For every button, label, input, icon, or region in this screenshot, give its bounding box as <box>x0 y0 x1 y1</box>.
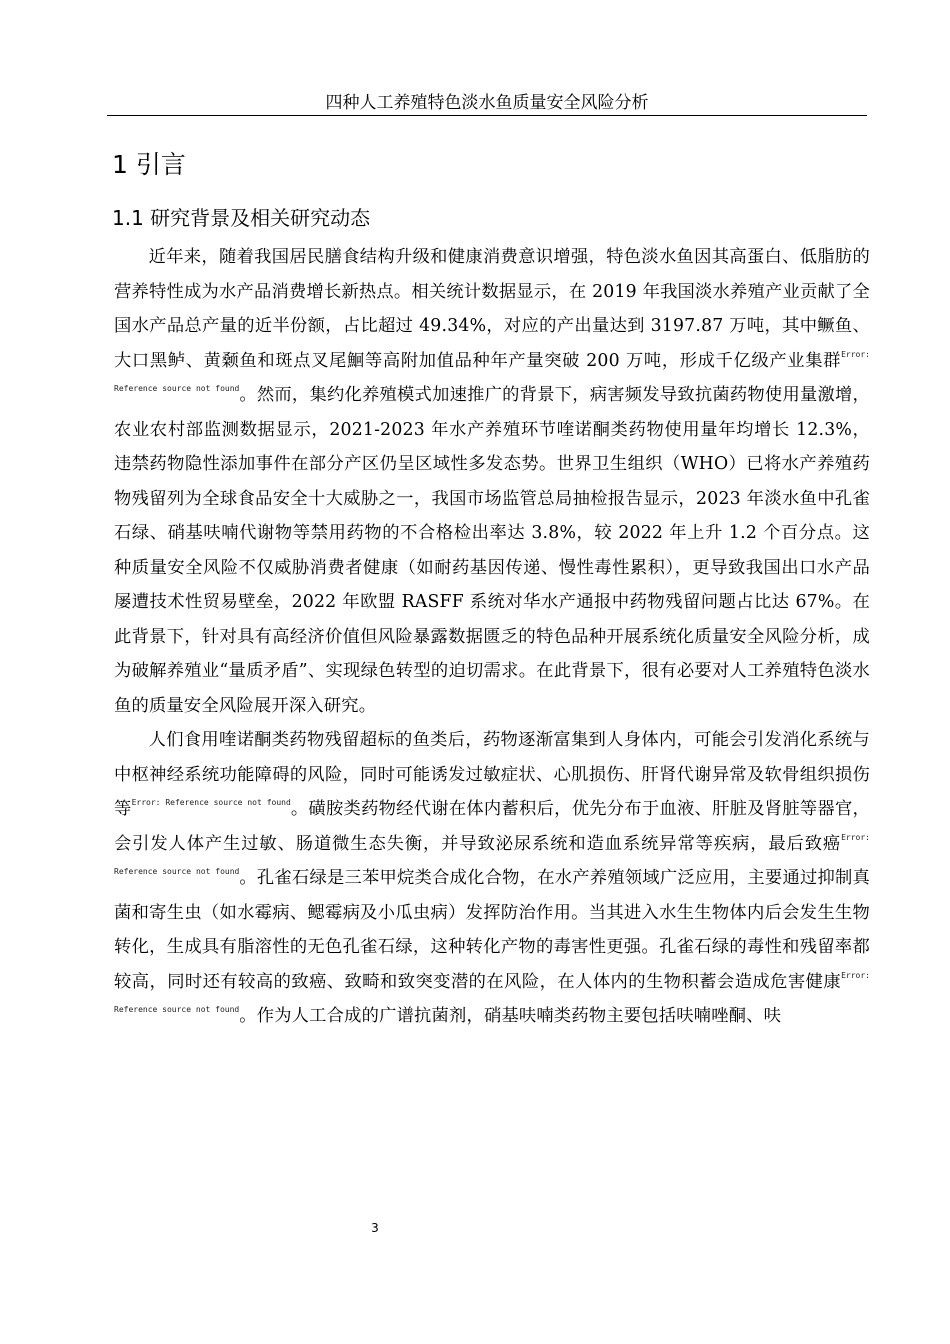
running-header: 四种人工养殖特色淡水鱼质量安全风险分析 <box>325 93 649 113</box>
page-number: 3 <box>371 1221 379 1235</box>
body-text <box>114 240 870 1034</box>
paragraph-text: 人们食用喹诺酮类药物残留超标的鱼类后，药物逐渐富集到人身体内，可能会引发消化系统与中枢神经系统功能障碍的风险，同时可能诱发过敏症状、心肌损伤、肝肾代谢异常及软骨组织损伤等 <box>114 730 870 819</box>
citation-error-marker: Error: Reference source not found <box>114 970 870 1014</box>
paragraph-text: 。作为人工合成的广谱抗菌剂，硝基呋喃类药物主要包括呋喃唑酮、呋 <box>239 1006 782 1026</box>
paragraph <box>114 240 870 723</box>
paragraph-text: 。然而，集约化养殖模式加速推广的背景下，病害频发导致抗菌药物使用量激增，农业农村部监测数据显示，2021-2023 年水产养殖环节喹诺酮类药物使用量年均增长 12.3%，违禁药物隐性添加事件在部分产区仍呈区域性多发态势。世界卫生组织（WHO）已将水产养殖药物残留列为全球食品安全十大威胁之一，我国市场监管总局抽检报告显示，2023 年淡水鱼中孔雀石绿、硝基呋喃代谢物等禁用药物的不合格检出率达 3.8%，较 2022 年上升 1.2 个百分点。这种质量安全风险不仅威胁消费者健康（如耐药基因传递、慢性毒性累积），更导致我国出口水产品屡遭技术性贸易壁垒，2022 年欧盟 RASFF 系统对华水产通报中药物残留问题占比达 67%。在此背景下，针对具有高经济价值但风险暴露数据匮乏的特色品种开展系统化质量安全风险分析，成为破解养殖业“量质矛盾”、实现绿色转型的迫切需求。在此背景下，很有必要对人工养殖特色淡水鱼的质量安全风险展开深入研究。 <box>114 385 870 716</box>
citation-error-marker: Error: Reference source not found <box>114 832 870 876</box>
paragraph-text: 。孔雀石绿是三苯甲烷类合成化合物，在水产养殖领域广泛应用，主要通过抑制真菌和寄生虫（如水霉病、鳃霉病及小瓜虫病）发挥防治作用。当其进入水生生物体内后会发生生物转化，生成具有脂溶性的无色孔雀石绿，这种转化产物的毒害性更强。孔雀石绿的毒性和残留率都较高，同时还有较高的致癌、致畸和致突变潜的在风险，在人体内的生物积蓄会造成危害健康 <box>114 868 870 992</box>
header-rule <box>107 115 867 116</box>
paragraph-text: 近年来，随着我国居民膳食结构升级和健康消费意识增强，特色淡水鱼因其高蛋白、低脂肪的营养特性成为水产品消费增长新热点。相关统计数据显示，在 2019 年我国淡水养殖产业贡献了全国水产品总产量的近半份额，占比超过 49.34%，对应的产出量达到 3197.87 万吨，其中鳜鱼、大口黑鲈、黄颡鱼和斑点叉尾鮰等高附加值品种年产量突破 200 万吨，形成千亿级产业集群 <box>114 247 870 371</box>
paragraph <box>114 723 870 1034</box>
section-heading: 1 引言 <box>112 150 186 179</box>
citation-error-marker: Error: Reference source not found <box>131 798 291 807</box>
subsection-heading: 1.1 研究背景及相关研究动态 <box>112 206 371 230</box>
citation-error-marker: Error: Reference source not found <box>114 349 870 393</box>
paragraph-text: 。磺胺类药物经代谢在体内蓄积后，优先分布于血液、肝脏及肾脏等器官，会引发人体产生过敏、肠道微生态失衡，并导致泌尿系统和造血系统异常等疾病，最后致癌 <box>114 799 870 854</box>
